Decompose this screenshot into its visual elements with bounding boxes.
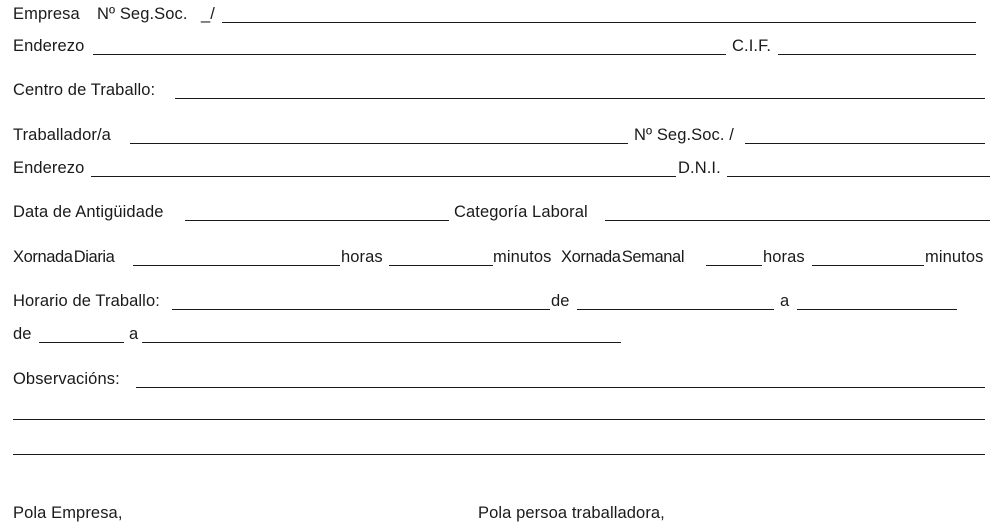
timetable-from-field[interactable] — [577, 309, 774, 310]
signatures-row — [0, 501, 996, 525]
category-label: Categoría Laboral — [454, 203, 588, 221]
worker-label: Traballador/a — [13, 126, 111, 144]
company-address-label: Enderezo — [13, 37, 85, 55]
seniority-row — [0, 200, 996, 224]
weekly-label: Xornada Semanal — [561, 248, 685, 266]
timetable-to-label: a — [780, 292, 790, 310]
timetable-to2-field[interactable] — [142, 342, 621, 343]
daily-hours-label: horas — [341, 248, 383, 266]
weekly-minutes-field[interactable] — [812, 265, 924, 266]
workplace-row — [0, 78, 996, 102]
worker-dni-field[interactable] — [727, 176, 990, 177]
daily-minutes-field[interactable] — [389, 265, 493, 266]
observations-row — [0, 367, 996, 391]
company-cif-field[interactable] — [778, 54, 976, 55]
weekly-minutes-label: minutos — [925, 248, 984, 266]
timetable-to2-label: a — [129, 325, 139, 343]
timetable-row — [0, 289, 996, 313]
weekly-hours-label: horas — [763, 248, 805, 266]
daily-hours-field[interactable] — [133, 265, 340, 266]
company-label: Empresa — [13, 5, 80, 23]
timetable-from-label: de — [551, 292, 570, 310]
company-signature-label: Pola Empresa, — [13, 504, 123, 522]
timetable-row-2 — [0, 322, 996, 346]
weekly-hours-field[interactable] — [706, 265, 762, 266]
company-ss-label: Nº Seg.Soc. — [97, 5, 188, 23]
worker-ss-label: Nº Seg.Soc. / — [634, 126, 734, 144]
daily-minutes-label: minutos — [493, 248, 552, 266]
seniority-field[interactable] — [185, 220, 449, 221]
worker-dni-label: D.N.I. — [678, 159, 721, 177]
workplace-label: Centro de Traballo: — [13, 81, 156, 99]
timetable-from2-label: de — [13, 325, 32, 343]
worker-address-row — [0, 156, 996, 180]
company-ss-field[interactable] — [222, 22, 976, 23]
worker-signature-label: Pola persoa traballadora, — [478, 504, 665, 522]
workplace-field[interactable] — [175, 98, 985, 99]
company-address-field[interactable] — [93, 54, 726, 55]
workday-row — [0, 245, 996, 269]
observations-field-1[interactable] — [136, 387, 985, 388]
worker-address-label: Enderezo — [13, 159, 85, 177]
seniority-label: Data de Antigüidade — [13, 203, 164, 221]
observations-field-3[interactable] — [13, 454, 985, 455]
worker-name-field[interactable] — [130, 143, 628, 144]
company-address-row — [0, 34, 996, 58]
timetable-field[interactable] — [172, 309, 550, 310]
observations-line-2 — [0, 399, 996, 423]
worker-ss-field[interactable] — [745, 143, 985, 144]
observations-field-2[interactable] — [13, 419, 985, 420]
company-ss-prefix: _/ — [201, 5, 215, 23]
observations-line-3 — [0, 434, 996, 458]
timetable-label: Horario de Traballo: — [13, 292, 160, 310]
category-field[interactable] — [605, 220, 990, 221]
timetable-from2-field[interactable] — [39, 342, 124, 343]
company-cif-label: C.I.F. — [732, 37, 772, 55]
worker-address-field[interactable] — [91, 176, 676, 177]
timetable-to-field[interactable] — [797, 309, 957, 310]
company-ss-row — [0, 2, 996, 26]
observations-label: Observacións: — [13, 370, 120, 388]
worker-ss-row — [0, 123, 996, 147]
daily-label: Xornada Diaria — [13, 248, 115, 266]
